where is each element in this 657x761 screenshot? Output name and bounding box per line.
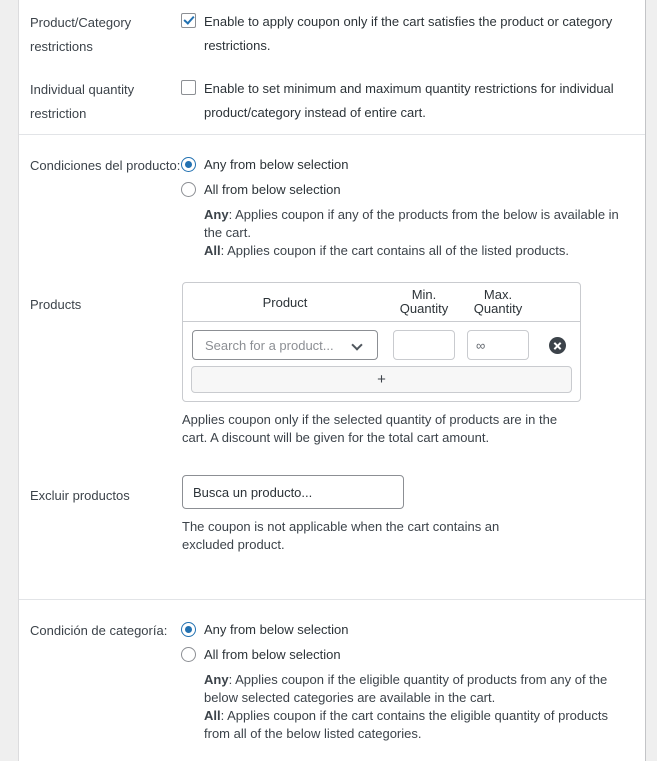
row-products bbox=[19, 282, 645, 447]
help-all-key: All bbox=[204, 708, 221, 723]
checkbox-unchecked-icon[interactable] bbox=[181, 80, 196, 95]
th-max-quantity-line2: Quantity bbox=[473, 301, 523, 316]
product-select-placeholder: Search for a product... bbox=[205, 337, 334, 353]
help-category-condition bbox=[181, 671, 630, 743]
help-all-text: : Applies coupon if the cart contains all of the listed products. bbox=[220, 243, 569, 258]
field-individual-quantity-restriction bbox=[181, 77, 645, 125]
checkbox-product-category-restrictions-label: Enable to apply coupon only if the cart satisfies the product or category restrictions. bbox=[204, 14, 613, 54]
page-right-gutter bbox=[646, 0, 657, 761]
section-restrictions bbox=[19, 0, 645, 135]
help-product-conditions bbox=[181, 206, 621, 260]
products-table-row bbox=[183, 322, 580, 366]
checkbox-product-category-restrictions[interactable] bbox=[181, 10, 635, 58]
th-min-quantity-line1: Min. bbox=[411, 287, 437, 302]
th-max-quantity-line1: Max. bbox=[483, 287, 513, 302]
radio-selected-icon[interactable] bbox=[181, 157, 196, 172]
checkbox-checked-icon[interactable] bbox=[181, 13, 196, 28]
checkbox-individual-quantity-restriction-label: Enable to set minimum and maximum quantity restrictions for individual product/category instead of entire cart. bbox=[204, 81, 614, 121]
help-products: Applies coupon only if the selected quantity of products are in the cart. A discount will be given for the total cart amount. bbox=[182, 412, 558, 445]
section-product-settings bbox=[19, 135, 645, 600]
th-product: Product bbox=[262, 294, 308, 310]
checkbox-individual-quantity-restriction[interactable] bbox=[181, 77, 635, 125]
label-products: Products bbox=[30, 297, 82, 312]
section-category-condition bbox=[19, 600, 645, 743]
radio-product-condition-all[interactable] bbox=[181, 181, 621, 198]
cell-min-quantity bbox=[387, 330, 461, 360]
help-any-key: Any bbox=[204, 672, 229, 687]
help-all-key: All bbox=[204, 243, 221, 258]
field-product-conditions bbox=[181, 157, 645, 260]
radio-category-condition-any[interactable] bbox=[181, 621, 630, 638]
label-product-category-restrictions: Product/Category restrictions bbox=[30, 15, 132, 54]
row-individual-quantity-restriction bbox=[19, 77, 645, 126]
exclude-products-input[interactable] bbox=[182, 475, 404, 509]
min-quantity-input[interactable] bbox=[393, 330, 455, 360]
add-product-row-button[interactable]: + bbox=[191, 366, 572, 393]
radio-product-condition-any-label: Any from below selection bbox=[204, 157, 349, 172]
help-all-text: : Applies coupon if the cart contains the eligible quantity of products from all of the below listed categories. bbox=[204, 708, 608, 741]
radio-category-condition-all[interactable] bbox=[181, 646, 630, 663]
radio-product-condition-any[interactable] bbox=[181, 156, 621, 173]
cell-delete-row bbox=[535, 337, 580, 354]
field-category-condition bbox=[181, 622, 645, 743]
row-exclude-products bbox=[19, 475, 645, 554]
product-select[interactable] bbox=[192, 330, 378, 360]
chevron-down-icon[interactable] bbox=[353, 340, 363, 350]
page-left-gutter bbox=[0, 0, 18, 761]
help-any-text: : Applies coupon if any of the products from the below is available in the cart. bbox=[204, 207, 619, 240]
row-category-condition bbox=[19, 622, 645, 743]
radio-category-condition-any-label: Any from below selection bbox=[204, 622, 349, 637]
radio-product-condition-all-label: All from below selection bbox=[204, 182, 341, 197]
th-min-quantity bbox=[387, 288, 461, 316]
settings-panel bbox=[18, 0, 646, 761]
field-products bbox=[181, 282, 645, 447]
products-table bbox=[182, 282, 581, 402]
max-quantity-input[interactable] bbox=[467, 330, 529, 360]
radio-selected-icon[interactable] bbox=[181, 622, 196, 637]
delete-circle-x-icon[interactable] bbox=[549, 337, 566, 354]
label-product-conditions: Condiciones del producto: bbox=[30, 158, 181, 173]
exclude-products-placeholder: Busca un producto... bbox=[193, 484, 313, 500]
label-exclude-products: Excluir productos bbox=[30, 488, 130, 503]
radio-unselected-icon[interactable] bbox=[181, 647, 196, 662]
help-any-key: Any bbox=[204, 207, 229, 222]
field-exclude-products bbox=[181, 475, 645, 554]
cell-max-quantity bbox=[461, 330, 535, 360]
row-product-conditions bbox=[19, 157, 645, 260]
label-individual-quantity-restriction: Individual quantity restriction bbox=[30, 82, 135, 121]
help-any-text: : Applies coupon if the eligible quantity of products from any of the below selected categories are available in the cart. bbox=[204, 672, 608, 705]
help-exclude-products: The coupon is not applicable when the cart contains an excluded product. bbox=[182, 519, 500, 552]
radio-unselected-icon[interactable] bbox=[181, 182, 196, 197]
label-category-condition: Condición de categoría: bbox=[30, 623, 168, 638]
th-min-quantity-line2: Quantity bbox=[399, 301, 449, 316]
field-product-category-restrictions bbox=[181, 10, 645, 58]
products-table-header bbox=[183, 283, 580, 322]
cell-product-select bbox=[183, 330, 387, 360]
radio-category-condition-all-label: All from below selection bbox=[204, 647, 341, 662]
th-max-quantity bbox=[461, 288, 535, 316]
row-product-category-restrictions bbox=[19, 10, 645, 59]
